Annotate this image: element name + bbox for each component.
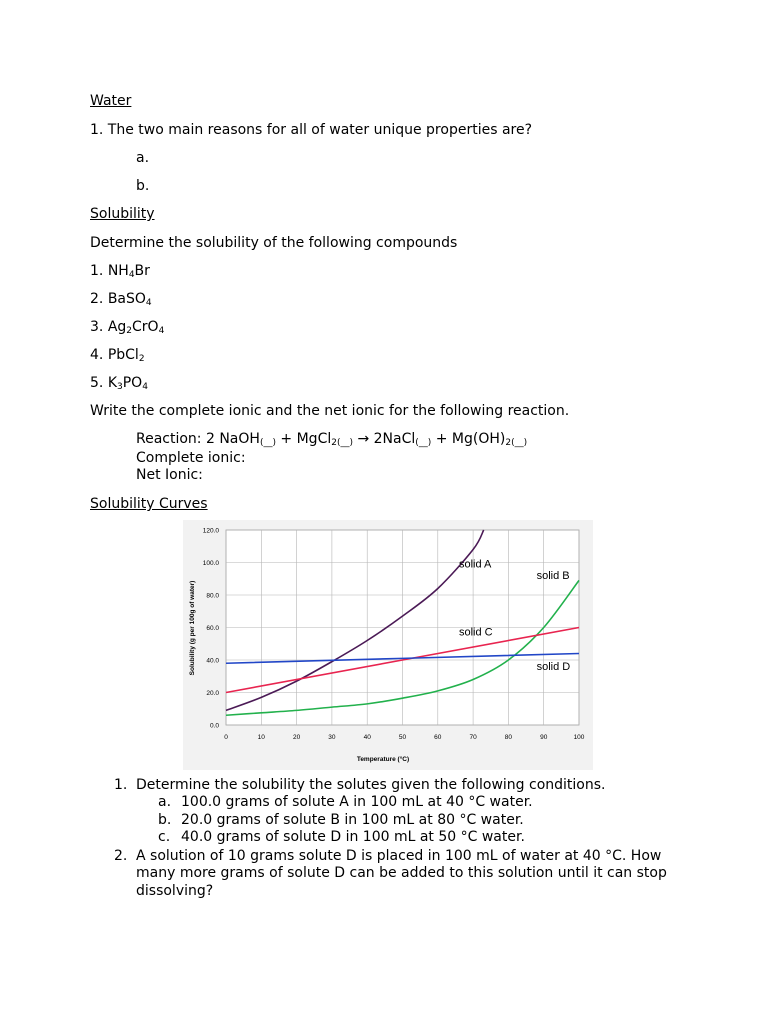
question-number: 2.	[114, 848, 128, 864]
x-tick-label: 0	[224, 734, 228, 741]
complete-ionic-label: Complete ionic:	[136, 450, 246, 466]
y-tick-label: 60.0	[206, 624, 219, 632]
ionic-instruction: Write the complete ionic and the net ionic for the following reaction.	[90, 403, 570, 419]
y-tick-label: 0.0	[209, 722, 219, 730]
reaction-line: Reaction: 2 NaOH$_{(\_\_)}$ + MgCl$_{2(\_\_)}$ → 2NaCl$_{(\_\_)}$ + $Mg(OH)_{2(\_\_)}$	[136, 431, 528, 448]
y-tick-label: 80.0	[206, 592, 219, 600]
compound-item: 2. BaSO$_4$	[90, 291, 152, 308]
water-answer-a: a.	[136, 150, 150, 166]
series-label: solid C	[458, 626, 493, 639]
sub-question-number: b.	[158, 812, 172, 828]
compound-item: 1. $NH_4Br$	[90, 263, 150, 280]
x-tick-label: 80	[504, 734, 513, 741]
sub-question-number: c.	[158, 829, 171, 845]
x-tick-label: 60	[434, 734, 442, 741]
x-tick-label: 10	[257, 734, 265, 741]
y-tick-label: 40.0	[206, 657, 219, 665]
question-text-continued: dissolving?	[136, 883, 214, 899]
question-text: A solution of 10 grams solute D is placed in 100 mL of water at 40 °C. How	[136, 848, 662, 864]
x-tick-label: 20	[292, 734, 301, 741]
x-tick-label: 90	[540, 734, 548, 741]
question-text-continued: many more grams of solute D can be added to this solution until it can stop	[136, 865, 667, 881]
question-number: 1.	[114, 777, 128, 793]
y-tick-label: 120.0	[202, 527, 219, 535]
compound-item: 3. $Ag_2CrO_4$	[90, 319, 165, 336]
compound-item: 5. $K_3PO_4$	[90, 375, 148, 392]
series-label: solid A	[458, 558, 492, 571]
compound-item: 4. PbCl$_2$	[90, 347, 145, 364]
section-curves-heading: Solubility Curves	[90, 496, 208, 512]
x-tick-label: 100	[573, 734, 585, 741]
y-tick-label: 20.0	[206, 689, 219, 697]
water-answer-b: b.	[136, 178, 150, 194]
solubility-chart	[183, 520, 593, 770]
water-question: 1. The two main reasons for all of water unique properties are?	[90, 122, 533, 138]
section-water-heading: Water	[90, 93, 132, 109]
x-tick-label: 30	[328, 734, 336, 741]
x-tick-label: 50	[398, 734, 407, 741]
x-axis-label: Temperature (°C)	[356, 756, 410, 763]
sub-question-number: a.	[158, 794, 172, 810]
solubility-instruction: Determine the solubility of the following compounds	[90, 235, 458, 251]
y-tick-label: 100.0	[202, 559, 219, 567]
question-text: Determine the solubility the solutes given the following conditions.	[136, 777, 606, 793]
sub-question-text: 40.0 grams of solute D in 100 mL at 50 °C water.	[181, 829, 525, 845]
sub-question-text: 20.0 grams of solute B in 100 mL at 80 °C water.	[181, 812, 524, 828]
section-solubility-heading: Solubility	[90, 206, 155, 222]
sub-question-text: 100.0 grams of solute A in 100 mL at 40 °C water.	[181, 794, 533, 810]
y-axis-label: Solubility (g per 100g of water)	[189, 580, 196, 676]
series-label: solid B	[536, 569, 570, 582]
x-tick-label: 40	[363, 734, 371, 741]
series-label: solid D	[536, 660, 571, 673]
net-ionic-label: Net Ionic:	[136, 467, 203, 483]
x-tick-label: 70	[469, 734, 477, 741]
